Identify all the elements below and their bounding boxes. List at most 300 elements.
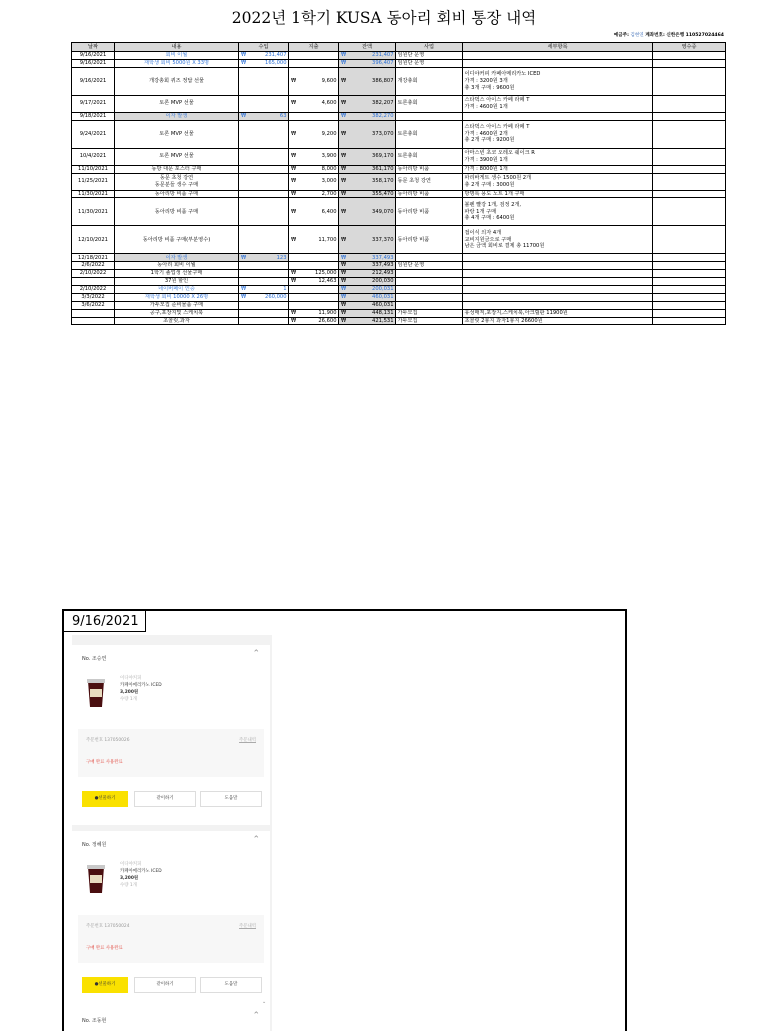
cell-detail bbox=[463, 309, 653, 317]
cell-receipt bbox=[653, 317, 726, 325]
won-sign: ₩ bbox=[341, 262, 347, 269]
cell-expense bbox=[289, 286, 339, 294]
cell-detail bbox=[463, 165, 653, 173]
won-sign: ₩ bbox=[291, 100, 297, 107]
won-sign: ₩ bbox=[341, 286, 347, 293]
cell-project bbox=[396, 301, 463, 309]
cell-income bbox=[239, 52, 289, 60]
cell-content: 동아리방 비품 구매 bbox=[115, 190, 239, 198]
cell-date: 3/3/2022 bbox=[72, 293, 115, 301]
cell-income bbox=[239, 112, 289, 120]
cell-balance bbox=[339, 317, 396, 325]
cell-detail bbox=[463, 254, 653, 262]
won-sign: ₩ bbox=[341, 208, 347, 215]
table-row bbox=[72, 270, 726, 278]
cell-project bbox=[396, 286, 463, 294]
cell-balance bbox=[339, 309, 396, 317]
cell-expense bbox=[289, 190, 339, 198]
usage-status: 구매 완료 사용완료 bbox=[86, 760, 123, 765]
detail-line: 초콜릿 2봉지 과자1봉지 26600원 bbox=[464, 317, 543, 324]
cell-expense bbox=[289, 309, 339, 317]
table-row bbox=[72, 148, 726, 165]
item-shop: 이디야커피 bbox=[120, 676, 142, 681]
cell-balance bbox=[339, 112, 396, 120]
cell-expense bbox=[289, 301, 339, 309]
ledger-table bbox=[71, 42, 726, 325]
detail-line: 접이식 의자 4개 bbox=[464, 230, 502, 237]
cell-receipt bbox=[653, 198, 726, 226]
cell-project: 개강총회 bbox=[396, 67, 463, 95]
header-cell: 날짜 bbox=[72, 43, 115, 52]
amount: 361,170 bbox=[372, 165, 394, 172]
cell-expense bbox=[289, 120, 339, 148]
cell-receipt bbox=[653, 95, 726, 112]
cell-project: 토론총회 bbox=[396, 120, 463, 148]
detail-line: 가격 : 4600원 1개 bbox=[464, 103, 508, 110]
amount: 4,600 bbox=[321, 100, 337, 107]
amount: 11,700 bbox=[318, 236, 337, 243]
cell-content: 동방 대문 포스터 구매 bbox=[115, 165, 239, 173]
won-sign: ₩ bbox=[341, 52, 347, 59]
cell-date bbox=[72, 278, 115, 286]
cell-date: 9/24/2021 bbox=[72, 120, 115, 148]
item-info bbox=[120, 861, 162, 889]
cell-content: 동아리방 비품 구매(부분영수) bbox=[115, 226, 239, 254]
cell-receipt bbox=[653, 173, 726, 190]
item-item: 카페아메리카노 ICED bbox=[120, 683, 162, 688]
table-row bbox=[72, 52, 726, 60]
chevron-up-icon[interactable]: ⌃ bbox=[252, 1011, 260, 1021]
cell-content: 동문 초청 강연 동문분들 생수 구매 bbox=[115, 173, 239, 190]
cell-receipt bbox=[653, 309, 726, 317]
cell-content: 회비 이월 bbox=[115, 52, 239, 60]
chevron-up-icon[interactable]: ⌃ bbox=[252, 835, 260, 845]
amount: 9,600 bbox=[321, 77, 337, 84]
won-sign: ₩ bbox=[341, 294, 347, 301]
won-sign: ₩ bbox=[291, 317, 297, 324]
receipt-date: 9/16/2021 bbox=[64, 611, 146, 632]
cell-balance bbox=[339, 226, 396, 254]
detail-line: 스타벅스 아이스 카페 라떼 T bbox=[464, 97, 530, 104]
won-sign: ₩ bbox=[291, 270, 297, 277]
cell-balance bbox=[339, 52, 396, 60]
cell-balance bbox=[339, 278, 396, 286]
won-sign: ₩ bbox=[341, 301, 347, 308]
item-qty: 수량 1개 bbox=[120, 697, 137, 702]
cell-detail bbox=[463, 190, 653, 198]
amount: 6,400 bbox=[321, 208, 337, 215]
cell-project: 동문 초청 강연 bbox=[396, 173, 463, 190]
cell-income bbox=[239, 148, 289, 165]
cell-expense bbox=[289, 293, 339, 301]
cell-detail bbox=[463, 278, 653, 286]
cell-income bbox=[239, 173, 289, 190]
won-sign: ₩ bbox=[341, 178, 347, 185]
cell-project: 동아리방 비품 bbox=[396, 165, 463, 173]
order-number: 주문번호 137050026 bbox=[86, 738, 130, 743]
amount: 200,031 bbox=[372, 286, 394, 293]
cell-content: 37원 할인 bbox=[115, 278, 239, 286]
cell-expense bbox=[289, 254, 339, 262]
amount: 123 bbox=[276, 254, 287, 261]
amount: 355,470 bbox=[372, 190, 394, 197]
cell-income bbox=[239, 293, 289, 301]
detail-line: 이디야커피 카페아메리카노 ICED bbox=[464, 71, 541, 78]
chevron-up-icon[interactable]: ⌃ bbox=[252, 649, 260, 659]
cell-project: 동아리방 비품 bbox=[396, 198, 463, 226]
cell-expense bbox=[289, 278, 339, 286]
won-sign: ₩ bbox=[341, 77, 347, 84]
cell-balance bbox=[339, 59, 396, 67]
cell-income bbox=[239, 190, 289, 198]
amount: 382,270 bbox=[372, 112, 394, 119]
won-sign: ₩ bbox=[291, 178, 297, 185]
table-row bbox=[72, 286, 726, 294]
won-sign: ₩ bbox=[341, 254, 347, 261]
cell-receipt bbox=[653, 301, 726, 309]
detail-line: 유성매직,포장지,스케치북,아크릴판 11900원 bbox=[464, 309, 568, 316]
cell-date: 9/16/2021 bbox=[72, 52, 115, 60]
cell-detail bbox=[463, 262, 653, 270]
cell-income bbox=[239, 120, 289, 148]
won-sign: ₩ bbox=[341, 100, 347, 107]
table-row bbox=[72, 59, 726, 67]
help-button[interactable]: 도움말 bbox=[200, 791, 262, 807]
account-number: 110527024464 bbox=[685, 33, 724, 38]
cell-receipt bbox=[653, 254, 726, 262]
gift-button[interactable]: ●선물하기 bbox=[82, 791, 128, 807]
cell-content: 네이버페이 인증 bbox=[115, 286, 239, 294]
gift-button[interactable]: ●선물하기 bbox=[82, 977, 128, 993]
cell-income bbox=[239, 165, 289, 173]
item-price: 3,200원 bbox=[120, 690, 139, 695]
won-sign: ₩ bbox=[291, 165, 297, 172]
cell-balance bbox=[339, 190, 396, 198]
order-box bbox=[78, 729, 264, 777]
detail-line: 총 2개 구매 : 9200원 bbox=[464, 137, 515, 144]
won-sign: ₩ bbox=[241, 254, 247, 261]
cell-date: 9/17/2021 bbox=[72, 95, 115, 112]
cell-content: 토론 MVP 선물 bbox=[115, 148, 239, 165]
header-cell: 세부항목 bbox=[463, 43, 653, 52]
cell-balance bbox=[339, 173, 396, 190]
cell-balance bbox=[339, 254, 396, 262]
cell-detail bbox=[463, 95, 653, 112]
receipt-screenshot-frame bbox=[62, 609, 627, 1031]
cell-detail bbox=[463, 173, 653, 190]
won-sign: ₩ bbox=[341, 165, 347, 172]
detail-line: 가격 : 3900원 1개 bbox=[464, 156, 508, 163]
won-sign: ₩ bbox=[241, 294, 247, 301]
cell-balance bbox=[339, 262, 396, 270]
won-sign: ₩ bbox=[341, 309, 347, 316]
detail-line: 총 3개 구매 : 9600원 bbox=[464, 84, 515, 91]
cell-project: 가두모집 bbox=[396, 309, 463, 317]
cell-detail bbox=[463, 59, 653, 67]
amount: 165,000 bbox=[265, 60, 287, 67]
order-card bbox=[72, 831, 270, 1011]
cell-income bbox=[239, 95, 289, 112]
cell-income bbox=[239, 67, 289, 95]
detail-line: 총 2개 구매 : 3000원 bbox=[464, 181, 515, 188]
amount: 337,493 bbox=[372, 254, 394, 261]
cell-detail bbox=[463, 293, 653, 301]
amount: 349,070 bbox=[372, 208, 394, 215]
cell-detail bbox=[463, 198, 653, 226]
amount: 231,407 bbox=[265, 52, 287, 59]
cell-project bbox=[396, 270, 463, 278]
cell-balance bbox=[339, 293, 396, 301]
cell-income bbox=[239, 301, 289, 309]
cell-date: 12/10/2021 bbox=[72, 226, 115, 254]
cell-date: 11/30/2021 bbox=[72, 198, 115, 226]
won-sign: ₩ bbox=[341, 112, 347, 119]
cell-receipt bbox=[653, 148, 726, 165]
cell-detail bbox=[463, 67, 653, 95]
cell-content: 초콜릿,과자 bbox=[115, 317, 239, 325]
won-sign: ₩ bbox=[341, 60, 347, 67]
table-row bbox=[72, 309, 726, 317]
won-sign: ₩ bbox=[291, 278, 297, 285]
cell-project: 가두모집 bbox=[396, 317, 463, 325]
cell-project: 동아리방 비품 bbox=[396, 190, 463, 198]
amount: 421,531 bbox=[372, 317, 394, 324]
amount: 26,600 bbox=[318, 317, 337, 324]
cell-receipt bbox=[653, 293, 726, 301]
won-sign: ₩ bbox=[291, 309, 297, 316]
amount: 9,200 bbox=[321, 130, 337, 137]
cell-detail bbox=[463, 317, 653, 325]
cell-date bbox=[72, 317, 115, 325]
cell-expense bbox=[289, 198, 339, 226]
item-qty: 수량 1개 bbox=[120, 883, 137, 888]
page-title: 2022년 1학기 KUSA 동아리 회비 통장 내역 bbox=[231, 9, 537, 27]
won-sign: ₩ bbox=[341, 190, 347, 197]
cell-receipt bbox=[653, 165, 726, 173]
table-row bbox=[72, 293, 726, 301]
won-sign: ₩ bbox=[291, 236, 297, 243]
won-sign: ₩ bbox=[291, 130, 297, 137]
cell-expense bbox=[289, 165, 339, 173]
header-cell: 지출 bbox=[289, 43, 339, 52]
order-card bbox=[72, 645, 270, 825]
table-row bbox=[72, 190, 726, 198]
share-button[interactable]: 같이하기 bbox=[134, 977, 196, 993]
header-cell: 잔액 bbox=[339, 43, 396, 52]
amount: 1 bbox=[283, 286, 287, 293]
cell-content: 가두모집 준비물품 구매 bbox=[115, 301, 239, 309]
amount: 386,807 bbox=[372, 77, 394, 84]
amount: 337,370 bbox=[372, 236, 394, 243]
header-cell: 수입 bbox=[239, 43, 289, 52]
won-sign: ₩ bbox=[241, 52, 247, 59]
table-row bbox=[72, 301, 726, 309]
share-button[interactable]: 같이하기 bbox=[134, 791, 196, 807]
cell-receipt bbox=[653, 120, 726, 148]
won-sign: ₩ bbox=[241, 112, 247, 119]
item-info bbox=[120, 675, 162, 703]
cell-receipt bbox=[653, 278, 726, 286]
amount: 373,070 bbox=[372, 130, 394, 137]
cell-content: 동아리 회비 이월 bbox=[115, 262, 239, 270]
header-cell: 내용 bbox=[115, 43, 239, 52]
cell-income bbox=[239, 262, 289, 270]
detail-line: 교비지원금으로 구매 bbox=[464, 236, 512, 243]
cell-detail bbox=[463, 301, 653, 309]
order-detail-link[interactable]: 주문내역 bbox=[239, 738, 256, 743]
table-row bbox=[72, 173, 726, 190]
cell-content: 토론 MVP 선물 bbox=[115, 120, 239, 148]
amount: 3,900 bbox=[321, 153, 337, 160]
amount: 369,170 bbox=[372, 153, 394, 160]
table-header-row bbox=[72, 43, 726, 52]
table-row bbox=[72, 95, 726, 112]
cell-project: 토론총회 bbox=[396, 148, 463, 165]
cell-income bbox=[239, 254, 289, 262]
table-row bbox=[72, 120, 726, 148]
amount: 12,463 bbox=[318, 278, 337, 285]
detail-line: 가격 : 3200원 3개 bbox=[464, 77, 508, 84]
cell-expense bbox=[289, 52, 339, 60]
item-shop: 이디야커피 bbox=[120, 862, 142, 867]
cell-expense bbox=[289, 173, 339, 190]
table-row bbox=[72, 262, 726, 270]
order-header: No. 정혜원 bbox=[82, 842, 107, 848]
cell-income bbox=[239, 317, 289, 325]
cell-balance bbox=[339, 270, 396, 278]
won-sign: ₩ bbox=[341, 130, 347, 137]
cell-date: 3/6/2022 bbox=[72, 301, 115, 309]
cell-income bbox=[239, 309, 289, 317]
detail-line: 총 4개 구매 : 6400원 bbox=[464, 215, 515, 222]
cell-receipt bbox=[653, 59, 726, 67]
cell-content: 이자 발생 bbox=[115, 112, 239, 120]
coffee-cup-icon bbox=[82, 675, 110, 711]
cell-detail bbox=[463, 52, 653, 60]
cell-project: 임원단 운영 bbox=[396, 262, 463, 270]
detail-line: 가격 : 8000원 1개 bbox=[464, 165, 508, 172]
cell-expense bbox=[289, 59, 339, 67]
scroll-handle[interactable]: ⌄ bbox=[262, 999, 267, 1005]
cell-receipt bbox=[653, 112, 726, 120]
cell-income bbox=[239, 59, 289, 67]
cell-income bbox=[239, 286, 289, 294]
cell-date: 11/30/2021 bbox=[72, 190, 115, 198]
order-detail-link[interactable]: 주문내역 bbox=[239, 924, 256, 929]
amount: 3,000 bbox=[321, 178, 337, 185]
won-sign: ₩ bbox=[341, 278, 347, 285]
won-sign: ₩ bbox=[291, 190, 297, 197]
amount: 382,207 bbox=[372, 100, 394, 107]
header-cell: 영수증 bbox=[653, 43, 726, 52]
amount: 200,030 bbox=[372, 278, 394, 285]
detail-line: 볼펜 빨강 1개, 검정 2개, bbox=[464, 202, 522, 209]
cell-content: 토론 MVP 선물 bbox=[115, 95, 239, 112]
help-button[interactable]: 도움말 bbox=[200, 977, 262, 993]
cell-date: 11/25/2021 bbox=[72, 173, 115, 190]
cell-expense bbox=[289, 148, 339, 165]
cell-expense bbox=[289, 262, 339, 270]
cell-balance bbox=[339, 165, 396, 173]
item-price: 3,200원 bbox=[120, 876, 139, 881]
amount: 460,031 bbox=[372, 301, 394, 308]
amount: 231,407 bbox=[372, 52, 394, 59]
cell-income bbox=[239, 226, 289, 254]
amount: 212,493 bbox=[372, 270, 394, 277]
coffee-cup-icon bbox=[82, 861, 110, 897]
cell-project bbox=[396, 293, 463, 301]
cell-expense bbox=[289, 95, 339, 112]
cell-content: 이자 발생 bbox=[115, 254, 239, 262]
holder-name: 김현연 bbox=[630, 33, 644, 38]
cell-detail bbox=[463, 226, 653, 254]
won-sign: ₩ bbox=[341, 270, 347, 277]
cell-detail bbox=[463, 286, 653, 294]
amount: 125,000 bbox=[315, 270, 337, 277]
amount: 11,900 bbox=[318, 309, 337, 316]
cell-receipt bbox=[653, 226, 726, 254]
cell-income bbox=[239, 278, 289, 286]
cell-expense bbox=[289, 67, 339, 95]
amount: 460,031 bbox=[372, 294, 394, 301]
cell-date: 9/18/2021 bbox=[72, 112, 115, 120]
detail-line: 남은 금액 회비로 결제 총 11700원 bbox=[464, 243, 545, 250]
cell-content: 1학기 졸업생 선물구매 bbox=[115, 270, 239, 278]
cell-receipt bbox=[653, 270, 726, 278]
amount: 260,000 bbox=[265, 294, 287, 301]
cell-date: 9/16/2021 bbox=[72, 59, 115, 67]
cell-project bbox=[396, 254, 463, 262]
amount: 2,700 bbox=[321, 190, 337, 197]
detail-line: 파랑 1개 구매 bbox=[464, 208, 497, 215]
order-header: No. 조동현 bbox=[82, 1018, 107, 1024]
cell-balance bbox=[339, 67, 396, 95]
cell-balance bbox=[339, 301, 396, 309]
cell-balance bbox=[339, 95, 396, 112]
cell-content: 재학생 회비 5000원 X 33명 bbox=[115, 59, 239, 67]
won-sign: ₩ bbox=[241, 286, 247, 293]
cell-project bbox=[396, 112, 463, 120]
cell-date: 9/16/2021 bbox=[72, 67, 115, 95]
holder-label: 예금주: bbox=[613, 33, 629, 38]
cell-detail bbox=[463, 270, 653, 278]
gift-app-screenshot bbox=[72, 635, 272, 1031]
cell-income bbox=[239, 198, 289, 226]
cell-expense bbox=[289, 317, 339, 325]
usage-status: 구매 완료 사용완료 bbox=[86, 946, 123, 951]
cell-content: 재학생 회비 10000 X 26명 bbox=[115, 293, 239, 301]
order-number: 주문번호 137050024 bbox=[86, 924, 130, 929]
cell-date: 11/10/2021 bbox=[72, 165, 115, 173]
amount: 448,131 bbox=[372, 309, 394, 316]
cell-income bbox=[239, 270, 289, 278]
cell-project: 임원단 운영 bbox=[396, 52, 463, 60]
detail-line: 파리바게트 생수 1500원 2개 bbox=[464, 174, 532, 181]
won-sign: ₩ bbox=[341, 153, 347, 160]
table-row bbox=[72, 67, 726, 95]
won-sign: ₩ bbox=[241, 60, 247, 67]
cell-receipt bbox=[653, 67, 726, 95]
cell-expense bbox=[289, 226, 339, 254]
cell-detail bbox=[463, 148, 653, 165]
order-card bbox=[72, 1007, 270, 1031]
cell-expense bbox=[289, 270, 339, 278]
cell-receipt bbox=[653, 262, 726, 270]
cell-expense bbox=[289, 112, 339, 120]
table-row bbox=[72, 165, 726, 173]
detail-line: 스타벅스 아이스 카페 라떼 T bbox=[464, 124, 530, 131]
cell-receipt bbox=[653, 286, 726, 294]
